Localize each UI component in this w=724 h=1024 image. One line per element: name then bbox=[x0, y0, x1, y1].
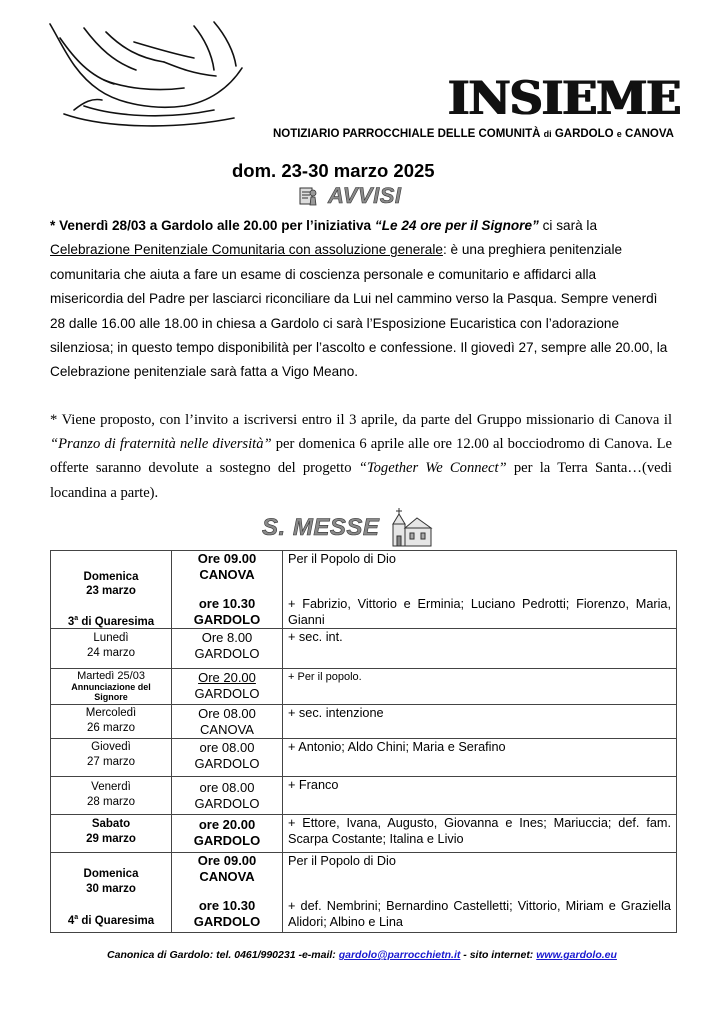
day-date: 27 marzo bbox=[87, 756, 135, 768]
mass-time: ore 08.00 bbox=[199, 740, 255, 755]
table-row bbox=[51, 705, 677, 739]
mass-place: GARDOLO bbox=[194, 756, 260, 771]
mass-place: CANOVA bbox=[199, 869, 255, 884]
time-cell bbox=[172, 853, 283, 933]
time-cell bbox=[172, 815, 283, 853]
table-row bbox=[51, 777, 677, 815]
intention-cell bbox=[283, 705, 677, 739]
issue-date: dom. 23-30 marzo 2025 bbox=[232, 160, 435, 181]
mass-time: ore 08.00 bbox=[199, 780, 255, 795]
messe-heading bbox=[262, 506, 433, 550]
day-cell bbox=[51, 705, 172, 739]
mass-intention: + sec. intenzione bbox=[288, 706, 384, 720]
notice-text: per domenica 6 aprile alle ore 12.00 al bocciodromo di Canova. Le offerte saranno devolute a sostegno del progetto bbox=[50, 436, 673, 477]
day-date: 29 marzo bbox=[86, 833, 136, 845]
mass-time: ore 20.00 bbox=[198, 817, 256, 832]
praying-hands-illustration bbox=[44, 18, 250, 130]
mass-place: GARDOLO bbox=[194, 686, 260, 701]
day-name: Mercoledì bbox=[85, 707, 137, 719]
mass-time: Ore 09.00 bbox=[197, 551, 257, 566]
table-row bbox=[51, 669, 677, 705]
time-cell bbox=[172, 551, 283, 629]
time-cell bbox=[172, 629, 283, 669]
subtitle-part: di bbox=[543, 129, 552, 139]
feast-name: Annunciazione del Signore bbox=[71, 682, 151, 702]
day-cell bbox=[51, 853, 172, 933]
notice-paragraph-2 bbox=[50, 408, 672, 505]
table-row bbox=[51, 815, 677, 853]
footer-text: Canonica di Gardolo: tel. 0461/990231 -e-mail: bbox=[107, 949, 339, 961]
time-cell bbox=[172, 705, 283, 739]
day-cell bbox=[51, 551, 172, 629]
table-row bbox=[51, 551, 677, 629]
avvisi-heading-label: AVVISI bbox=[328, 183, 402, 208]
table-row bbox=[51, 739, 677, 777]
day-cell bbox=[51, 739, 172, 777]
day-date: 23 marzo bbox=[86, 585, 136, 597]
mass-intention: + Franco bbox=[288, 778, 339, 792]
mass-place: GARDOLO bbox=[194, 796, 260, 811]
messe-heading-label: S. MESSE bbox=[262, 514, 380, 541]
notice-text: “Le 24 ore per il Signore” bbox=[374, 218, 539, 233]
mass-intention: + Ettore, Ivana, Augusto, Giovanna e Ines; Mariuccia; def. fam. Scarpa Costante; Italina e Livio bbox=[288, 816, 671, 846]
mass-intention: + Per il popolo. bbox=[288, 671, 362, 683]
intention-cell bbox=[283, 739, 677, 777]
subtitle-part: GARDOLO bbox=[551, 128, 617, 140]
day-cell bbox=[51, 669, 172, 705]
lit-text: di Quaresima bbox=[78, 914, 155, 927]
table-row bbox=[51, 853, 677, 933]
mass-intention: + def. Nembrini; Bernardino Castelletti; Vittorio, Miriam e Graziella Alidori; Albino e Lina bbox=[288, 899, 671, 929]
liturgical-label bbox=[51, 615, 171, 628]
lit-text: di Quaresima bbox=[78, 615, 155, 628]
email-link[interactable]: gardolo@parrocchietn.it bbox=[338, 949, 461, 961]
masthead bbox=[448, 71, 681, 125]
notice-paragraph-1 bbox=[50, 214, 672, 385]
subtitle-part: NOTIZIARIO PARROCCHIALE DELLE COMUNITÀ bbox=[272, 128, 544, 140]
day-name: Lunedì bbox=[93, 632, 129, 644]
notice-text: per la Terra Santa…(vedi locandina a parte). bbox=[50, 460, 672, 501]
day-cell bbox=[51, 815, 172, 853]
mass-time: ore 10.30 bbox=[198, 596, 256, 611]
mass-intention: + Fabrizio, Vittorio e Erminia; Luciano Pedrotti; Fiorenzo, Maria, Gianni bbox=[288, 597, 671, 627]
subtitle-part: e bbox=[616, 129, 622, 139]
notice-text: “Together We Connect” bbox=[358, 460, 507, 477]
mass-time: Ore 09.00 bbox=[197, 853, 257, 868]
notice-board-icon bbox=[298, 185, 318, 207]
lit-sup: a bbox=[74, 615, 79, 622]
mass-intention: Per il Popolo di Dio bbox=[288, 552, 396, 566]
intention-cell bbox=[283, 669, 677, 705]
day-name: Domenica bbox=[83, 868, 139, 880]
time-cell bbox=[172, 777, 283, 815]
mass-place: GARDOLO bbox=[194, 646, 260, 661]
notice-text: * Venerdì 28/03 a Gardolo alle 20.00 per l’iniziativa bbox=[50, 218, 375, 233]
mass-intention: + sec. int. bbox=[288, 630, 343, 644]
contact-footer bbox=[0, 949, 724, 961]
mass-place: GARDOLO bbox=[193, 914, 261, 929]
website-link[interactable]: www.gardolo.eu bbox=[536, 949, 617, 961]
mass-time: Ore 08.00 bbox=[198, 706, 256, 721]
intention-cell bbox=[283, 853, 677, 933]
intention-cell bbox=[283, 777, 677, 815]
avvisi-heading bbox=[298, 183, 402, 209]
mass-time: Ore 8.00 bbox=[201, 630, 253, 645]
footer-text: - sito internet: bbox=[460, 949, 537, 961]
subtitle-part: CANOVA bbox=[621, 128, 674, 140]
mass-place: GARDOLO bbox=[193, 833, 261, 848]
mass-intention: + Antonio; Aldo Chini; Maria e Serafino bbox=[288, 740, 506, 754]
notice-text: Celebrazione Penitenziale Comunitaria con assoluzione generale bbox=[50, 242, 443, 258]
day-name: Venerdì bbox=[91, 781, 131, 793]
lit-num: 3 bbox=[67, 615, 75, 628]
notice-text: * Viene proposto, con l’invito a iscriversi entro il 3 aprile, da parte del Gruppo missionario di Canova il bbox=[50, 412, 672, 428]
intention-cell bbox=[283, 629, 677, 669]
day-cell bbox=[51, 629, 172, 669]
lit-num: 4 bbox=[67, 914, 75, 927]
time-cell bbox=[172, 669, 283, 705]
day-name: Domenica bbox=[83, 571, 139, 583]
day-date: 26 marzo bbox=[87, 722, 135, 734]
masthead-title: INSIEME bbox=[448, 71, 681, 125]
intention-cell bbox=[283, 551, 677, 629]
day-cell bbox=[51, 777, 172, 815]
lit-sup: a bbox=[74, 914, 79, 921]
mass-place: GARDOLO bbox=[193, 612, 261, 627]
church-icon bbox=[383, 506, 433, 550]
liturgical-label bbox=[51, 914, 171, 927]
mass-schedule-table bbox=[50, 550, 677, 933]
notice-text: : è una preghiera penitenziale comunitaria che aiuta a fare un esame di coscienza personale e comunitario e affidarci alla misericordia del Padre per lasciarci riconciliare da Lui nel cammino verso la Pasqua. Sempre venerdì 28 dalle 16.00 alle 18.00 in chiesa a Gardolo ci sarà l’Esposizione Eucaristica con l’adorazione silenziosa; in questo tempo disponibilità per l’ascolto e confessione. Il giovedì 27, sempre alle 20.00, la Celebrazione penitenziale sarà fatta a Vigo Meano. bbox=[50, 242, 668, 380]
masthead-subtitle bbox=[273, 128, 674, 140]
day-date: 24 marzo bbox=[87, 647, 135, 659]
day-name: Martedì 25/03 bbox=[77, 670, 145, 682]
day-date: 30 marzo bbox=[86, 883, 136, 895]
day-name: Sabato bbox=[91, 818, 131, 830]
mass-intention: Per il Popolo di Dio bbox=[288, 854, 396, 868]
notice-text: ci sarà la bbox=[538, 218, 598, 233]
mass-place: CANOVA bbox=[200, 722, 254, 737]
mass-time: Ore 20.00 bbox=[198, 670, 256, 685]
day-date: 28 marzo bbox=[87, 796, 135, 808]
time-cell bbox=[172, 739, 283, 777]
mass-time: ore 10.30 bbox=[198, 898, 256, 913]
mass-place: CANOVA bbox=[199, 567, 255, 582]
day-name: Giovedì bbox=[91, 741, 131, 753]
intention-cell bbox=[283, 815, 677, 853]
notice-text: “Pranzo di fraternità nelle diversità” bbox=[50, 436, 272, 453]
table-row bbox=[51, 629, 677, 669]
